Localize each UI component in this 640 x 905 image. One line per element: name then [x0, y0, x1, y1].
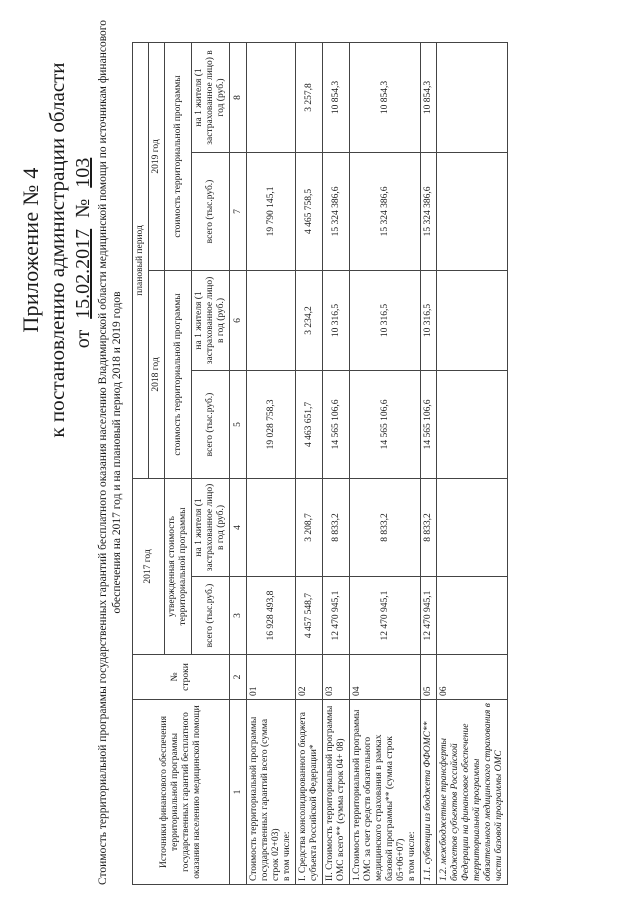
year-2018-header: 2018 год [149, 270, 165, 478]
value-cell: 14 565 106,6 [350, 370, 421, 478]
table-row [247, 42, 296, 884]
value-cell: 8 833,2 [421, 478, 437, 576]
value-cell: 12 470 945,1 [421, 577, 437, 655]
column-number: 2 [230, 655, 247, 700]
column-number: 3 [230, 577, 247, 655]
program-cost-2019-header: стоимость территориальной программы [165, 42, 192, 270]
year-2017-header: 2017 год [133, 478, 165, 654]
row-number: 04 [350, 655, 421, 700]
row-number: 05 [421, 655, 437, 700]
value-cell: 10 854,3 [323, 42, 350, 152]
value-cell: 4 463 651,7 [296, 370, 323, 478]
value-cell: 10 316,5 [323, 270, 350, 370]
value-cell: 19 028 758,3 [247, 370, 296, 478]
row-number: 01 [247, 655, 296, 700]
table-row [421, 42, 437, 884]
value-cell: 10 316,5 [350, 270, 421, 370]
value-cell [437, 577, 508, 655]
decree-date-line [72, 40, 95, 460]
row-number: 03 [323, 655, 350, 700]
column-number: 7 [230, 152, 247, 270]
per-capita-2019-header: на 1 жителя (1 застрахованное лицо) в год (руб.) [192, 42, 230, 152]
value-cell: 14 565 106,6 [323, 370, 350, 478]
value-cell [437, 370, 508, 478]
column-number: 8 [230, 42, 247, 152]
financing-table [132, 42, 508, 885]
value-cell: 3 257,8 [296, 42, 323, 152]
column-number: 5 [230, 370, 247, 478]
value-cell: 16 928 493,8 [247, 577, 296, 655]
value-cell: 19 790 145,1 [247, 152, 296, 270]
row-label: 1.Стоимость территориальной программы ОМС за счет средств обязательного медицинского страхования в рамках базовой программы** (сумма строк 05+06+07) [352, 709, 406, 881]
row-source-cell [350, 700, 421, 885]
document-header [18, 40, 95, 460]
col-sources-header: Источники финансового обеспечения территориальной программы государственных гарантий бесплатного оказания населению медицинской помощи [133, 700, 230, 885]
row-label: Стоимость территориальной программы государственных гарантий всего (сумма строк 02+03) [249, 716, 281, 881]
row-sublabel: в том числе: [282, 831, 292, 881]
program-cost-2018-header: стоимость территориальной программы [165, 270, 192, 478]
value-cell: 8 833,2 [350, 478, 421, 576]
column-number: 4 [230, 478, 247, 576]
planned-period-header: плановый период [133, 42, 149, 478]
column-number: 1 [230, 700, 247, 885]
row-number: 02 [296, 655, 323, 700]
total-2017-header: всего (тыс.руб.) [192, 577, 230, 655]
value-cell: 3 208,7 [296, 478, 323, 576]
table-row [437, 42, 508, 884]
value-cell: 10 854,3 [350, 42, 421, 152]
value-cell [437, 152, 508, 270]
value-cell: 14 565 106,6 [421, 370, 437, 478]
per-capita-2018-header: на 1 жителя (1 застрахованное лицо) в год (руб.) [192, 270, 230, 370]
table-row [323, 42, 350, 884]
value-cell [247, 42, 296, 152]
value-cell: 15 324 386,6 [323, 152, 350, 270]
column-number-row [230, 42, 247, 884]
total-2018-header: всего (тыс.руб.) [192, 370, 230, 478]
approved-cost-header: утвержденная стоимость территориальной программы [165, 478, 192, 654]
decree-date: 15.02.2017 [72, 228, 94, 319]
header-row-1 [133, 42, 149, 884]
row-label: II. Стоимость территориальной программы ОМС всего** (сумма строк 04+ 08) [323, 700, 350, 885]
value-cell: 3 234,2 [296, 270, 323, 370]
value-cell: 15 324 386,6 [421, 152, 437, 270]
value-cell: 10 854,3 [421, 42, 437, 152]
value-cell: 15 324 386,6 [350, 152, 421, 270]
row-sublabel: в том числе: [407, 831, 417, 881]
value-cell: 10 316,5 [421, 270, 437, 370]
appendix-title: Приложение № 4 [18, 167, 43, 333]
table-row [350, 42, 421, 884]
column-number: 6 [230, 270, 247, 370]
col-row-number-header: № строки [133, 655, 230, 700]
value-cell [437, 478, 508, 576]
value-cell [247, 270, 296, 370]
row-number: 06 [437, 655, 508, 700]
table-row [296, 42, 323, 884]
value-cell: 4 465 758,5 [296, 152, 323, 270]
value-cell [437, 270, 508, 370]
value-cell [247, 478, 296, 576]
per-capita-2017-header: на 1 жителя (1 застрахованное лицо) в год (руб.) [192, 478, 230, 576]
row-label: 1.2. межбюджетные трансферты бюджетов субъектов Российской Федерации на финансовое обеспечение территориальной программы обязательного медицинского страхования в части базовой программы ОМС [437, 700, 508, 885]
row-source-cell [247, 700, 296, 885]
value-cell: 4 457 548,7 [296, 577, 323, 655]
year-2019-header: 2019 год [149, 42, 165, 270]
decree-reference: к постановлению администрации области [45, 62, 69, 438]
date-prefix: от [72, 329, 94, 349]
document-title: Стоимость территориальной программы государственных гарантий бесплатного оказания населению Владимирской области медицинской помощи по источникам финансового обеспечения на 2017 год и на плановый период 2018 и 2019 годов [97, 20, 123, 885]
number-prefix: № [72, 198, 94, 218]
row-label: 1.1. субвенции из бюджета ФФОМС** [421, 700, 437, 885]
total-2019-header: всего (тыс.руб.) [192, 152, 230, 270]
value-cell: 12 470 945,1 [323, 577, 350, 655]
value-cell [437, 42, 508, 152]
decree-number: 103 [72, 157, 94, 188]
value-cell: 12 470 945,1 [350, 577, 421, 655]
row-label: I. Средства консолидированного бюджета субъекта Российской Федерации* [296, 700, 323, 885]
value-cell: 8 833,2 [323, 478, 350, 576]
